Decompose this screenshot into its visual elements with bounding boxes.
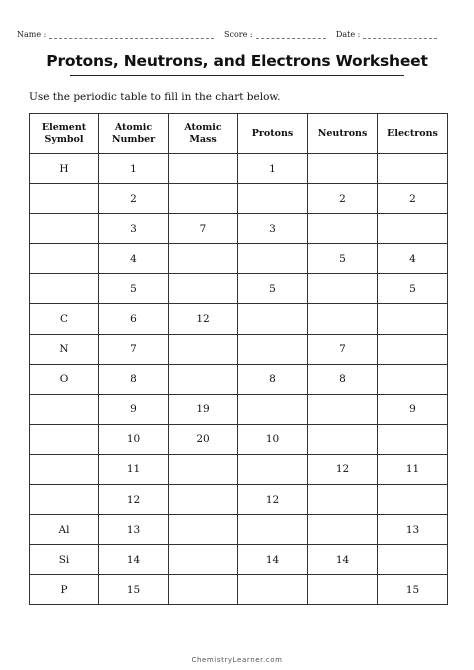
blank-answer-cell[interactable] — [169, 485, 238, 515]
blank-answer-cell[interactable] — [30, 394, 99, 424]
table-row — [30, 485, 448, 515]
table-cell: 4 — [378, 244, 448, 274]
table-cell: Si — [30, 545, 99, 575]
table-row — [30, 575, 448, 605]
table-cell: 8 — [308, 364, 378, 394]
blank-answer-cell[interactable] — [169, 545, 238, 575]
column-header: Atomic Mass — [169, 114, 238, 154]
student-info-fields — [0, 30, 474, 44]
blank-answer-cell[interactable] — [238, 575, 308, 605]
table-cell: 1 — [99, 154, 169, 184]
blank-answer-cell[interactable] — [169, 575, 238, 605]
table-cell: 11 — [99, 454, 169, 484]
table-cell: 2 — [308, 184, 378, 214]
table-cell: 3 — [238, 214, 308, 244]
table-cell: 4 — [99, 244, 169, 274]
table-cell: 14 — [238, 545, 308, 575]
name-field[interactable] — [17, 30, 214, 39]
table-cell: 19 — [169, 394, 238, 424]
title-underline — [70, 75, 404, 76]
column-header: Element Symbol — [30, 114, 99, 154]
blank-answer-cell[interactable] — [238, 394, 308, 424]
blank-answer-cell[interactable] — [30, 485, 99, 515]
table-cell: 5 — [99, 274, 169, 304]
blank-answer-cell[interactable] — [378, 364, 448, 394]
table-row — [30, 244, 448, 274]
table-cell: 5 — [238, 274, 308, 304]
table-cell: 11 — [378, 454, 448, 484]
blank-answer-cell[interactable] — [169, 364, 238, 394]
blank-answer-cell[interactable] — [238, 304, 308, 334]
blank-answer-cell[interactable] — [308, 214, 378, 244]
blank-answer-cell[interactable] — [30, 184, 99, 214]
table-cell: 3 — [99, 214, 169, 244]
table-cell: H — [30, 154, 99, 184]
date-field[interactable] — [336, 30, 437, 39]
blank-answer-cell[interactable] — [378, 154, 448, 184]
table-cell: C — [30, 304, 99, 334]
table-cell: P — [30, 575, 99, 605]
table-row — [30, 394, 448, 424]
table-row — [30, 274, 448, 304]
table-cell: 13 — [378, 515, 448, 545]
table-cell: 7 — [308, 334, 378, 364]
table-cell: 1 — [238, 154, 308, 184]
date-label: Date : — [336, 30, 361, 39]
table-row — [30, 364, 448, 394]
column-header: Neutrons — [308, 114, 378, 154]
blank-answer-cell[interactable] — [169, 274, 238, 304]
table-cell: 7 — [99, 334, 169, 364]
blank-answer-cell[interactable] — [238, 184, 308, 214]
date-blank-line[interactable] — [363, 30, 437, 39]
blank-answer-cell[interactable] — [308, 304, 378, 334]
blank-answer-cell[interactable] — [30, 244, 99, 274]
table-row — [30, 334, 448, 364]
score-blank-line[interactable] — [256, 30, 326, 39]
table-cell: N — [30, 334, 99, 364]
blank-answer-cell[interactable] — [378, 545, 448, 575]
blank-answer-cell[interactable] — [308, 515, 378, 545]
blank-answer-cell[interactable] — [378, 424, 448, 454]
blank-answer-cell[interactable] — [30, 274, 99, 304]
table-header-row — [30, 114, 448, 154]
column-header: Atomic Number — [99, 114, 169, 154]
blank-answer-cell[interactable] — [308, 154, 378, 184]
table-cell: 6 — [99, 304, 169, 334]
table-row — [30, 424, 448, 454]
blank-answer-cell[interactable] — [238, 244, 308, 274]
blank-answer-cell[interactable] — [169, 154, 238, 184]
blank-answer-cell[interactable] — [30, 454, 99, 484]
table-cell: Al — [30, 515, 99, 545]
table-row — [30, 515, 448, 545]
blank-answer-cell[interactable] — [169, 334, 238, 364]
blank-answer-cell[interactable] — [30, 424, 99, 454]
blank-answer-cell[interactable] — [378, 485, 448, 515]
table-row — [30, 545, 448, 575]
table-cell: 12 — [99, 485, 169, 515]
table-cell: 10 — [238, 424, 308, 454]
worksheet-title: Protons, Neutrons, and Electrons Worksheet — [46, 52, 428, 70]
blank-answer-cell[interactable] — [308, 394, 378, 424]
table-cell: 20 — [169, 424, 238, 454]
table-cell: 14 — [308, 545, 378, 575]
blank-answer-cell[interactable] — [308, 274, 378, 304]
table-row — [30, 154, 448, 184]
blank-answer-cell[interactable] — [308, 485, 378, 515]
table-cell: 8 — [238, 364, 308, 394]
table-cell: 15 — [99, 575, 169, 605]
table-row — [30, 214, 448, 244]
blank-answer-cell[interactable] — [238, 454, 308, 484]
table-cell: 12 — [169, 304, 238, 334]
blank-answer-cell[interactable] — [378, 334, 448, 364]
table-cell: 13 — [99, 515, 169, 545]
element-chart-table — [29, 113, 448, 605]
blank-answer-cell[interactable] — [378, 304, 448, 334]
table-cell: 9 — [378, 394, 448, 424]
table-body — [30, 154, 448, 605]
blank-answer-cell[interactable] — [169, 454, 238, 484]
name-label: Name : — [17, 30, 47, 39]
table-cell: 14 — [99, 545, 169, 575]
blank-answer-cell[interactable] — [238, 334, 308, 364]
table-cell: 9 — [99, 394, 169, 424]
column-header: Electrons — [378, 114, 448, 154]
blank-answer-cell[interactable] — [238, 515, 308, 545]
blank-answer-cell[interactable] — [169, 244, 238, 274]
table-cell: 5 — [378, 274, 448, 304]
table-cell: 10 — [99, 424, 169, 454]
table-cell: 2 — [378, 184, 448, 214]
blank-answer-cell[interactable] — [378, 214, 448, 244]
table-cell: 7 — [169, 214, 238, 244]
blank-answer-cell[interactable] — [308, 575, 378, 605]
table-cell: 15 — [378, 575, 448, 605]
blank-answer-cell[interactable] — [308, 424, 378, 454]
instructions-text: Use the periodic table to fill in the chart below. — [29, 91, 281, 103]
table-cell: 8 — [99, 364, 169, 394]
table-cell: 12 — [238, 485, 308, 515]
blank-answer-cell[interactable] — [169, 515, 238, 545]
table-cell: 12 — [308, 454, 378, 484]
table-cell: 5 — [308, 244, 378, 274]
score-field[interactable] — [224, 30, 326, 39]
footer-credit: ChemistryLearner.com — [191, 656, 283, 664]
score-label: Score : — [224, 30, 253, 39]
blank-answer-cell[interactable] — [169, 184, 238, 214]
table-row — [30, 184, 448, 214]
blank-answer-cell[interactable] — [30, 214, 99, 244]
column-header: Protons — [238, 114, 308, 154]
table-row — [30, 304, 448, 334]
name-blank-line[interactable] — [49, 30, 214, 39]
table-cell: 2 — [99, 184, 169, 214]
table-cell: O — [30, 364, 99, 394]
table-row — [30, 454, 448, 484]
